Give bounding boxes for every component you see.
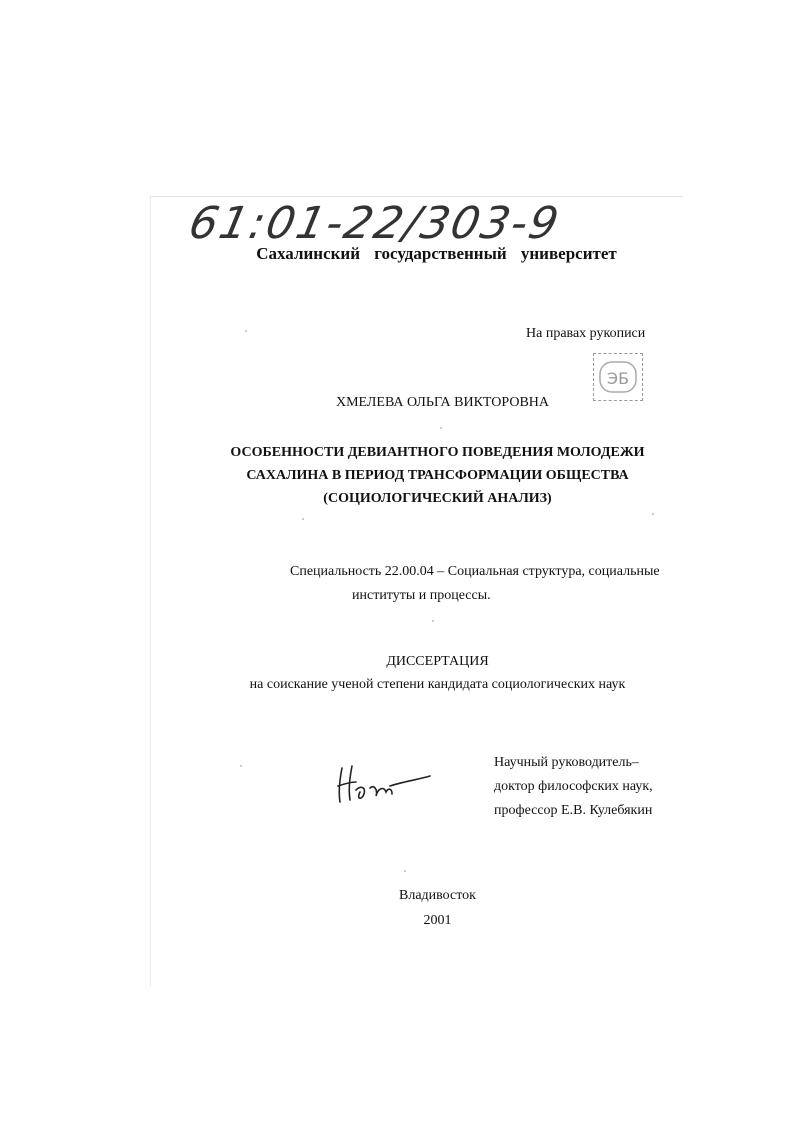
dissertation-heading: ДИССЕРТАЦИЯ	[386, 654, 489, 669]
manuscript-rights-note: На правах рукописи	[526, 326, 646, 341]
scan-speck	[432, 620, 434, 622]
supervisor-role: Научный руководитель–	[494, 755, 639, 770]
title-line-1: ОСОБЕННОСТИ ДЕВИАНТНОГО ПОВЕДЕНИЯ МОЛОДЕЖИ	[230, 445, 645, 460]
title-line-2: САХАЛИНА В ПЕРИОД ТРАНСФОРМАЦИИ ОБЩЕСТВА	[246, 468, 629, 483]
university-name: Сахалинский государственный университет	[256, 244, 617, 263]
handwritten-signature	[330, 760, 440, 815]
author-name: ХМЕЛЕВА ОЛЬГА ВИКТОРОВНА	[335, 395, 550, 410]
signature-icon	[330, 760, 440, 810]
specialty	[290, 560, 660, 608]
scan-speck	[652, 513, 654, 515]
scan-speck	[404, 870, 406, 872]
specialty-line-2: институты и процессы.	[352, 588, 491, 603]
supervisor-block	[494, 751, 653, 823]
scan-speck	[240, 765, 242, 767]
scan-speck	[302, 518, 304, 520]
specialty-line-1: Специальность 22.00.04 – Социальная структура, социальные	[290, 564, 660, 579]
library-stamp	[593, 353, 643, 401]
supervisor-degree: доктор философских наук,	[494, 779, 653, 794]
year: 2001	[423, 913, 452, 928]
stamp-label: ЭБ	[606, 369, 630, 388]
handwritten-catalog-code: 61:01-22/303-9	[184, 198, 565, 249]
title-line-3: (СОЦИОЛОГИЧЕСКИЙ АНАЛИЗ)	[323, 491, 552, 506]
city: Владивосток	[399, 888, 476, 903]
scan-speck	[245, 330, 247, 332]
degree-statement: на соискание ученой степени кандидата социологических наук	[249, 677, 626, 692]
scan-speck	[440, 427, 442, 429]
stamp-icon	[594, 354, 642, 400]
dissertation-title	[0, 441, 795, 510]
supervisor-name: профессор Е.В. Кулебякин	[494, 803, 653, 818]
